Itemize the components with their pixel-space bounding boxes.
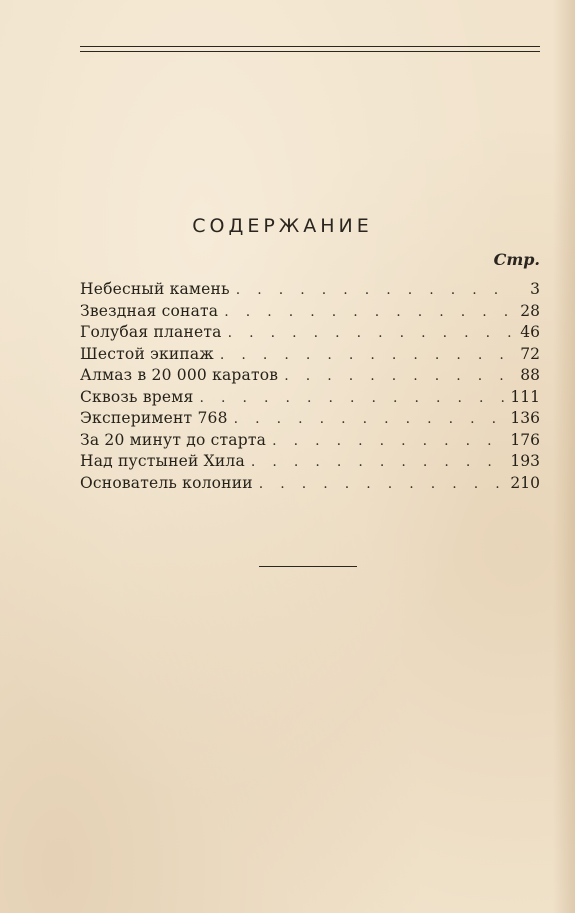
dot-leader — [224, 302, 512, 324]
toc-entry[interactable] — [80, 387, 540, 409]
toc-entry[interactable] — [80, 344, 540, 366]
toc-entry-page: 46 — [520, 323, 540, 341]
toc-entry[interactable] — [80, 365, 540, 387]
toc-entry-title: Голубая планета — [80, 323, 222, 341]
dot-leader — [259, 474, 507, 496]
top-double-rule-upper — [80, 46, 540, 47]
toc-entry-page: 193 — [510, 452, 540, 470]
toc-entry-title: Сквозь время — [80, 387, 194, 406]
toc-entry-title: Над пустыней Хила — [80, 452, 245, 470]
page-column-label: Стр. — [493, 250, 540, 269]
toc-entry[interactable] — [80, 322, 540, 344]
toc-entry[interactable] — [80, 301, 540, 323]
toc-entry-page: 111 — [510, 387, 540, 406]
dot-leader — [284, 366, 512, 388]
dot-leader — [199, 388, 506, 410]
page-shadow-edge — [553, 0, 575, 913]
toc-entry-title: За 20 минут до старта — [80, 430, 267, 449]
toc-entry-page: 72 — [520, 344, 540, 363]
toc-entry-title: Звездная соната — [80, 301, 219, 320]
toc-entry-page: 210 — [510, 473, 540, 492]
toc-entry-title: Основатель колонии — [80, 473, 253, 492]
dot-leader — [228, 323, 512, 345]
toc-entry-title: Небесный камень — [80, 280, 230, 298]
toc-entry-page: 88 — [520, 366, 540, 384]
toc-entry-page: 136 — [510, 409, 540, 427]
dot-leader — [251, 452, 507, 474]
toc-entry-title: Эксперимент 768 — [80, 409, 228, 427]
dot-leader — [236, 280, 512, 302]
toc-entry-page: 176 — [510, 430, 540, 449]
toc-entry[interactable] — [80, 279, 540, 301]
dot-leader — [220, 345, 512, 367]
closing-rule — [259, 566, 357, 567]
toc-entry-title: Шестой экипаж — [80, 344, 214, 363]
toc-entry[interactable] — [80, 430, 540, 452]
toc-entry-page: 3 — [530, 280, 540, 298]
toc-entry-page: 28 — [520, 301, 540, 320]
toc-entry-title: Алмаз в 20 000 каратов — [80, 366, 279, 384]
top-double-rule-lower — [80, 51, 540, 52]
table-of-contents — [80, 279, 540, 494]
toc-entry[interactable] — [80, 408, 540, 430]
toc-entry[interactable] — [80, 473, 540, 495]
dot-leader — [272, 431, 506, 453]
dot-leader — [234, 409, 507, 431]
toc-entry[interactable] — [80, 451, 540, 473]
contents-heading: СОДЕРЖАНИЕ — [192, 215, 373, 237]
